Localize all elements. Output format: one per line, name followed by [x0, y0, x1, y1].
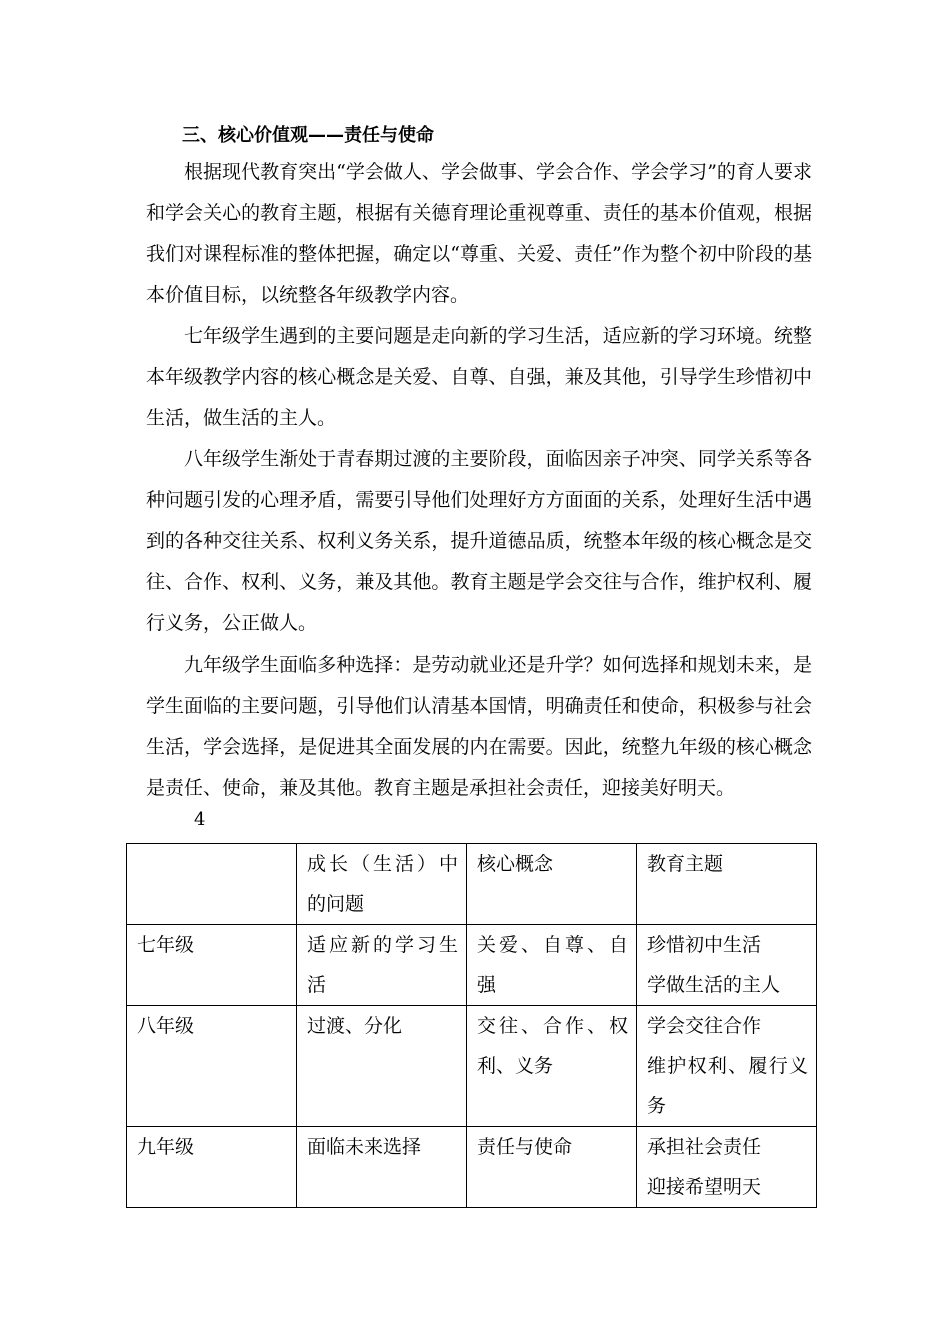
header-cell-grade [127, 844, 297, 925]
header-cell-issue: 成长（生活）中的问题 [297, 844, 467, 925]
curriculum-table [126, 843, 817, 1208]
issue-cell: 面临未来选择 [297, 1127, 467, 1208]
table-header-row [127, 844, 817, 925]
grade-cell: 七年级 [127, 925, 297, 1006]
concept-cell: 交往、合作、权利、义务 [467, 1006, 637, 1127]
theme-cell [637, 1006, 817, 1127]
theme-line: 珍惜初中生活 [647, 934, 762, 956]
theme-line: 学做生活的主人 [647, 974, 781, 996]
paragraph-grade-8: 八年级学生渐处于青春期过渡的主要阶段，面临因亲子冲突、同学关系等各种问题引发的心理矛盾，需要引导他们处理好方方面面的关系，处理好生活中遇到的各种交往关系、权利义务关系，提升道德品质，统整本年级的核心概念是交往、合作、权利、义务，兼及其他。教育主题是学会交往与合作，维护权利、履行义务，公正做人。 [146, 448, 812, 634]
paragraph-intro: 根据现代教育突出“学会做人、学会做事、学会合作、学会学习”的育人要求和学会关心的教育主题，根据有关德育理论重视尊重、责任的基本价值观，根据我们对课程标准的整体把握，确定以“尊重、关爱、责任”作为整个初中阶段的基本价值目标，以统整各年级教学内容。 [146, 161, 812, 306]
paragraph-grade-9: 九年级学生面临多种选择：是劳动就业还是升学？如何选择和规划未来，是学生面临的主要问题，引导他们认清基本国情，明确责任和使命，积极参与社会生活，学会选择，是促进其全面发展的内在需要。因此，统整九年级的核心概念是责任、使命，兼及其他。教育主题是承担社会责任，迎接美好明天。 [146, 654, 812, 799]
header-cell-theme: 教育主题 [637, 844, 817, 925]
theme-line: 学会交往合作 [647, 1015, 762, 1037]
issue-cell: 过渡、分化 [297, 1006, 467, 1127]
concept-cell: 关爱、自尊、自强 [467, 925, 637, 1006]
theme-line: 承担社会责任 [647, 1136, 762, 1158]
concept-cell: 责任与使命 [467, 1127, 637, 1208]
header-cell-concept: 核心概念 [467, 844, 637, 925]
issue-cell: 适应新的学习生活 [297, 925, 467, 1006]
table-row [127, 1127, 817, 1208]
page-number: 4 [194, 809, 206, 830]
grade-cell: 八年级 [127, 1006, 297, 1127]
theme-cell [637, 1127, 817, 1208]
section-heading: 三、核心价值观——责任与使命 [182, 125, 434, 146]
paragraph-grade-7: 七年级学生遇到的主要问题是走向新的学习生活，适应新的学习环境。统整本年级教学内容的核心概念是关爱、自尊、自强，兼及其他，引导学生珍惜初中生活，做生活的主人。 [146, 325, 812, 429]
table-row [127, 925, 817, 1006]
table-row [127, 1006, 817, 1127]
theme-line: 维护权利、履行义务 [647, 1055, 808, 1117]
grade-cell: 九年级 [127, 1127, 297, 1208]
theme-cell [637, 925, 817, 1006]
theme-line: 迎接希望明天 [647, 1176, 762, 1198]
